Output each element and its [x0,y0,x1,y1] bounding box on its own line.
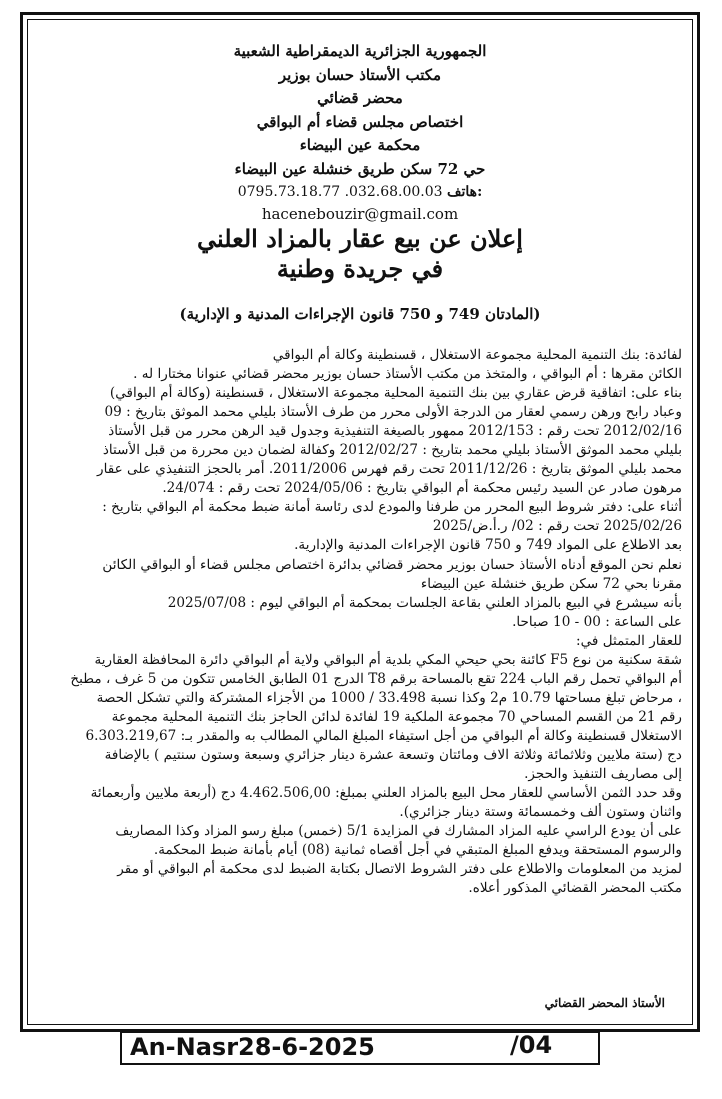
body-line: شقة سكنية من نوع F5 كائنة بحي حيحي المكي بلدية أم البواقي ولاية أم البواقي دائرة المحافظة العقارية [94,651,682,668]
body-line: محمد بليلي الموثق بتاريخ : 2011/12/26 تحت رقم فهرس 2011/2006. أمر بالحجز التنفيذي على عقار [97,461,682,478]
body-line: 2012/02/16 تحت رقم : 2012/153 ممهور بالصيغة التنفيذية وجدول قيد الرهن محرر من قبل الأستاذ [108,423,682,440]
body-line: للعقار المتمثل في: [576,632,682,649]
body-line: بليلي محمد الموثق الأستاذ بليلي محمد بتاريخ : 2012/02/27 وكفالة لضمان دين محررة من قبل الأستاذ [102,442,682,459]
body-line: والرسوم المستحقة ويدفع المبلغ المتبقي في أجل أقصاه ثمانية (08) أيام بأمانة ضبط المحكمة. [153,842,682,859]
body-line: ، مرحاض تبلغ مساحتها 10.79 م2 وكذا نسبة 33.498 / 1000 من الأجزاء المشتركة والتي تشكل الحصة [96,689,682,706]
body-line: بعد الاطلاع على المواد 749 و 750 قانون الإجراءات المدنية والإدارية. [294,537,682,554]
signature: الأستاذ المحضر القضائي [544,996,665,1010]
body-line: مكتب المحضر القضائي المذكور أعلاه. [468,880,682,897]
newspaper-date: An-Nasr28-6-2025 [130,1033,375,1061]
office-address: حي 72 سكن طريق خنشلة عين البيضاء [234,159,486,178]
phone-label: هاتف: [447,184,483,200]
announcement-title [80,224,640,284]
email-address: hacenebouzir@gmail.com [261,205,459,223]
phone-line [60,181,660,203]
title-line-1: إعلان عن بيع عقار بالمزاد العلني [197,224,523,253]
announcement-body [40,346,682,898]
body-line: رقم 21 من القسم المساحي 70 مجموعة الملكية 19 لفائدة لدائن الحاجز بنك التنمية المحلية مجموعة [111,708,682,725]
body-line: لفائدة: بنك التنمية المحلية مجموعة الاستغلال ، قسنطينة وكالة أم البواقي [272,347,682,363]
body-line: على الساعة : 00 - 10 صباحا. [512,613,682,630]
jurisdiction: اختصاص مجلس قضاء أم البواقي [256,112,464,131]
body-line: نعلم نحن الموقع أدناه الأستاذ حسان بوزير محضر قضائي بدائرة اختصاص مجلس قضاء أو البواقي الكائن [102,556,682,573]
body-line: واثنان وستون ألف وخمسمائة وستة دينار جزائري). [399,804,682,821]
body-line: وعباد رابح ورهن رسمي لعقار من الدرجة الأولى محرر من طرف الأستاذ بليلي محمد الموثق بتاريخ : 09 [104,404,682,421]
body-line: مقرنا بحي 72 سكن طريق خنشلة عين البيضاء [420,575,682,592]
body-line: أثناء على: دفتر شروط البيع المحرر من طرفنا والمودع لدى رئاسة أمانة ضبط محكمة أم البواقي بتاريخ : [102,499,682,516]
office-name: مكتب الأستاذ حسان بوزير [278,65,442,84]
body-line: مرهون صادر عن السيد رئيس محكمة أم البواقي بتاريخ : 2024/05/06 تحت رقم : 24/074. [162,480,682,497]
republic-name: الجمهورية الجزائرية الديمقراطية الشعبية [233,42,487,60]
body-line: بناء على: اتفاقية قرض عقاري بين بنك التنمية المحلية مجموعة الاستغلال ، قسنطينة (وكالة أم البواقي) [109,385,682,402]
legal-reference: (المادتان 749 و 750 قانون الإجراءات المدنية و الإدارية) [179,305,541,323]
title-line-2: في جريدة وطنية [276,254,444,283]
body-line: وقد حدد الثمن الأساسي للعقار محل البيع بالمزاد العلني بمبلغ: 4.462.506,00 دج (أربعة ملايين وأربعمائة [90,785,682,802]
phone-values: 0795.73.18.77 .032.68.00.03 [237,184,443,200]
court-name: محكمة عين البيضاء [299,136,421,154]
body-line: إلى مصاريف التنفيذ والحجز. [524,766,682,783]
body-line: لمزيد من المعلومات والاطلاع على دفتر الشروط الاتصال بكتابة الضبط لدى محكمة أم البواقي أو مقر [117,861,682,878]
body-line: الاستغلال قسنطينة وكالة أم البواقي من أجل استيفاء المبلغ المالي المطالب به والمقدر بـ: 6.303.219,67 [85,727,682,744]
body-line: أم البواقي تحمل رقم الباب 224 تقع بالمساحة برقم T8 الدرج 01 الطابق الخامس تتكون من 5 غرف ، مطبخ [70,670,682,687]
office-role: محضر قضائي [317,89,403,107]
body-line: الكائن مقرها : أم البواقي ، والمتخذ من مكتب الأستاذ حسان بوزير محضر قضائي عنوانا مختارا له . [133,366,682,383]
body-line: 2025/02/26 تحت رقم : 02/ ر.أ.ض/2025 [432,518,682,535]
body-line: على أن يودع الراسي عليه المزاد المشارك في المزايدة 5/1 (خمس) مبلغ رسو المزاد وكذا المصاريف [115,823,682,840]
body-line: دج (ستة ملايين وثلاثمائة وثلاثة الاف ومائتان وتسعة عشرة دينار جزائري وسبعة وستون سنتيم ) بالإضافة [104,746,682,763]
letterhead [60,40,660,225]
body-line: بأنه سيشرع في البيع بالمزاد العلني بقاعة الجلسات بمحكمة أم البواقي ليوم : 2025/07/08 [167,594,682,611]
page-number: /04 [510,1031,553,1059]
